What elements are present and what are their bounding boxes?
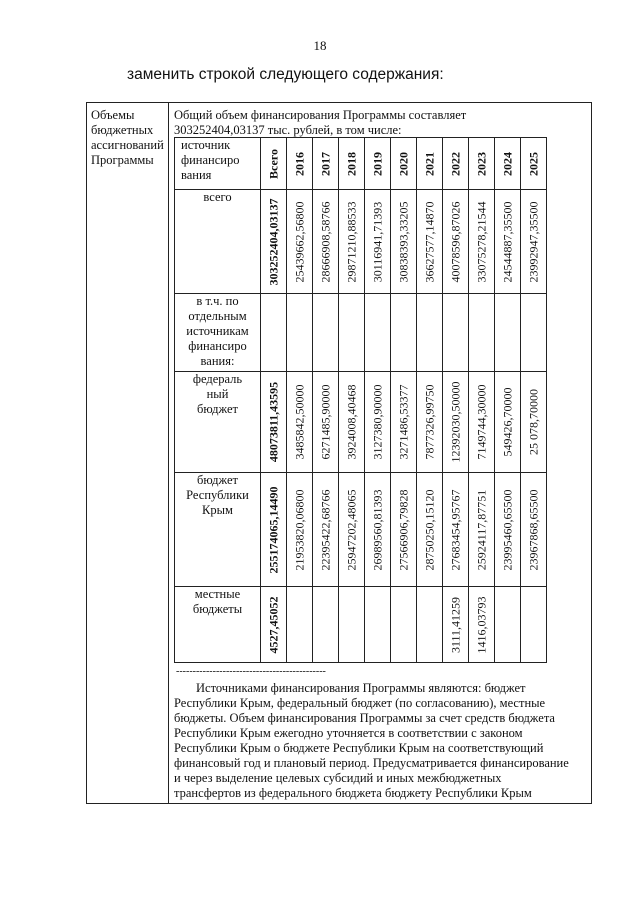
row-label — [175, 190, 261, 294]
row-label-line: бюджет — [197, 473, 238, 487]
note-line: трансфертов из федерального бюджета бюджету Республики Крым — [174, 786, 532, 800]
table-cell — [313, 587, 339, 663]
table-cell — [261, 294, 287, 372]
cell-value: 22395422,68766 — [318, 489, 332, 570]
cell-value: 7877326,99750 — [422, 384, 436, 460]
table-cell — [521, 294, 547, 372]
table-cell — [443, 473, 469, 587]
table-cell — [417, 190, 443, 294]
cell-value: 549426,70000 — [500, 387, 514, 457]
table-cell — [391, 294, 417, 372]
table-cell — [365, 587, 391, 663]
column-divider — [168, 102, 169, 804]
column-header — [443, 138, 469, 190]
row-label-line: бюджеты — [192, 602, 243, 616]
cell-value: 23995460,65500 — [500, 489, 514, 570]
table-cell — [313, 372, 339, 473]
cell-value: 255174065,14490 — [266, 486, 280, 573]
table-cell — [287, 190, 313, 294]
table-cell — [391, 372, 417, 473]
table-cell — [365, 372, 391, 473]
cell-value: 30838393,33205 — [396, 201, 410, 282]
left-header-line: ассигнований — [91, 138, 164, 152]
table-cell — [287, 473, 313, 587]
table-row — [175, 190, 547, 294]
cell-value: 25924117,87751 — [474, 489, 488, 570]
table-cell — [443, 294, 469, 372]
row-label-line: ный — [206, 387, 229, 401]
column-header-text: 2019 — [370, 151, 384, 176]
row-label-line: источникам — [186, 324, 249, 338]
intro-text: заменить строкой следующего содержания: — [127, 66, 444, 83]
note-line: Источниками финансирования Программы являются: бюджет — [196, 681, 526, 695]
cell-value: 3924008,40468 — [344, 384, 358, 460]
budget-allocations-header — [91, 108, 167, 168]
cell-value: 25947202,48065 — [344, 489, 358, 570]
cell-value: 27683454,95767 — [448, 489, 462, 570]
row-label-line: Республики — [186, 488, 249, 502]
row-label-line: в т.ч. по — [196, 294, 239, 308]
cell-value: 6271485,90000 — [318, 384, 332, 460]
cell-value: 29871210,88533 — [344, 201, 358, 282]
table-cell — [417, 294, 443, 372]
column-header-text: 2018 — [344, 151, 358, 176]
cell-value: 3111,41259 — [448, 596, 462, 653]
cell-value: 25439662,56800 — [292, 201, 306, 282]
column-header — [287, 138, 313, 190]
table-cell — [495, 587, 521, 663]
table-row — [175, 372, 547, 473]
note-line: и через выделение целевых субсидий и иных межбюджетных — [174, 771, 502, 785]
table-cell — [391, 190, 417, 294]
financing-note — [174, 681, 586, 801]
cell-value: 48073811,43595 — [266, 381, 280, 463]
cell-value: 3485842,50000 — [292, 384, 306, 460]
financing-line: Общий объем финансирования Программы составляет — [174, 108, 467, 122]
column-header-text: 2025 — [526, 151, 540, 176]
column-header-text: 2023 — [474, 151, 488, 176]
left-header-line: Программы — [91, 153, 154, 167]
cell-value: 25 078,70000 — [526, 389, 540, 455]
column-header-text: 2024 — [500, 151, 514, 176]
table-cell — [521, 190, 547, 294]
table-cell — [287, 587, 313, 663]
corner-line: финансиро — [181, 153, 240, 167]
table-cell — [521, 473, 547, 587]
table-row — [175, 473, 547, 587]
note-line: Республики Крым, федеральный бюджет (по согласованию), местные — [174, 696, 546, 710]
cell-value: 21953820,06800 — [292, 489, 306, 570]
table-cell — [469, 190, 495, 294]
cell-value: 1416,03793 — [474, 596, 488, 653]
row-label — [175, 294, 261, 372]
table-cell — [521, 372, 547, 473]
column-header — [261, 138, 287, 190]
row-label-line: Крым — [202, 503, 233, 517]
row-label-line: бюджет — [197, 402, 238, 416]
table-corner-cell — [175, 138, 261, 190]
financing-summary — [174, 108, 504, 138]
cell-value: 303252404,03137 — [266, 198, 280, 285]
corner-line: вания — [181, 168, 212, 182]
column-header-text: 2020 — [396, 151, 410, 176]
column-header — [469, 138, 495, 190]
table-cell — [339, 294, 365, 372]
cell-value: 33075278,21544 — [474, 201, 488, 282]
column-header-text: 2017 — [318, 151, 332, 176]
table-cell — [391, 473, 417, 587]
table-cell — [313, 190, 339, 294]
cell-value: 12392030,50000 — [448, 381, 462, 463]
note-line: бюджеты. Объем финансирования Программы за счет средств бюджета — [174, 711, 555, 725]
table-cell — [261, 190, 287, 294]
table-cell — [417, 587, 443, 663]
table-row — [175, 587, 547, 663]
table-cell — [495, 190, 521, 294]
row-label-line: финансиро — [188, 339, 247, 353]
table-cell — [469, 587, 495, 663]
row-label-line: федераль — [192, 372, 243, 386]
table-row — [175, 294, 547, 372]
column-header — [365, 138, 391, 190]
cell-value: 40078596,87026 — [448, 201, 462, 282]
cell-value: 28750250,15120 — [422, 489, 436, 570]
table-cell — [521, 587, 547, 663]
left-header-line: Объемы — [91, 108, 135, 122]
column-header-text: 2022 — [448, 151, 462, 176]
table-cell — [443, 372, 469, 473]
note-line: финансовый год и плановый период. Предусматривается финансирование — [174, 756, 569, 770]
row-label — [175, 473, 261, 587]
cell-value: 30116941,71393 — [370, 201, 384, 282]
table-cell — [495, 372, 521, 473]
table-cell — [365, 190, 391, 294]
table-cell — [339, 372, 365, 473]
cell-value: 4527,45052 — [266, 596, 280, 653]
corner-line: источник — [181, 138, 231, 152]
row-label — [175, 372, 261, 473]
financing-table — [174, 137, 547, 663]
cell-value: 3271486,53377 — [396, 384, 410, 460]
note-line: Республики Крым ежегодно уточняется в соответствии с законом — [174, 726, 523, 740]
column-header-text: 2016 — [292, 151, 306, 176]
column-header — [495, 138, 521, 190]
note-line: Республики Крым о бюджете Республики Крым на соответствующий — [174, 741, 544, 755]
column-header — [313, 138, 339, 190]
cell-value: 3127380,90000 — [370, 384, 384, 460]
table-cell — [469, 372, 495, 473]
table-cell — [261, 587, 287, 663]
table-cell — [469, 294, 495, 372]
column-header — [417, 138, 443, 190]
table-cell — [417, 473, 443, 587]
table-cell — [339, 587, 365, 663]
table-cell — [417, 372, 443, 473]
row-label-line: местные — [194, 587, 241, 601]
column-header — [521, 138, 547, 190]
cell-value: 24544887,35500 — [500, 201, 514, 282]
table-cell — [469, 473, 495, 587]
left-header-line: бюджетных — [91, 123, 154, 137]
column-header-text: 2021 — [422, 151, 436, 176]
table-cell — [495, 473, 521, 587]
table-cell — [313, 473, 339, 587]
table-cell — [443, 190, 469, 294]
table-cell — [365, 294, 391, 372]
table-cell — [339, 190, 365, 294]
table-cell — [339, 473, 365, 587]
cell-value: 23992947,35500 — [526, 201, 540, 282]
row-label-line: отдельным — [188, 309, 247, 323]
column-header — [391, 138, 417, 190]
row-label — [175, 587, 261, 663]
table-cell — [261, 372, 287, 473]
row-label-line: вания: — [200, 354, 235, 368]
table-cell — [443, 587, 469, 663]
table-cell — [365, 473, 391, 587]
table-cell — [495, 294, 521, 372]
table-header-row — [175, 138, 547, 190]
page-number: 18 — [313, 38, 327, 53]
cell-value: 7149744,30000 — [474, 384, 488, 460]
cell-value: 28666908,58766 — [318, 201, 332, 282]
table-cell — [261, 473, 287, 587]
financing-line: 303252404,03137 тыс. рублей, в том числе: — [174, 123, 402, 137]
table-cell — [313, 294, 339, 372]
column-header — [339, 138, 365, 190]
separator-line: --------------------------------------------- — [176, 666, 326, 677]
table-cell — [287, 372, 313, 473]
row-label-line: всего — [203, 190, 232, 204]
cell-value: 26989560,81393 — [370, 489, 384, 570]
table-cell — [287, 294, 313, 372]
column-header-text: Всего — [266, 148, 280, 179]
cell-value: 23967868,65500 — [526, 489, 540, 570]
cell-value: 36627577,14870 — [422, 201, 436, 282]
table-cell — [391, 587, 417, 663]
cell-value: 27566906,79828 — [396, 489, 410, 570]
